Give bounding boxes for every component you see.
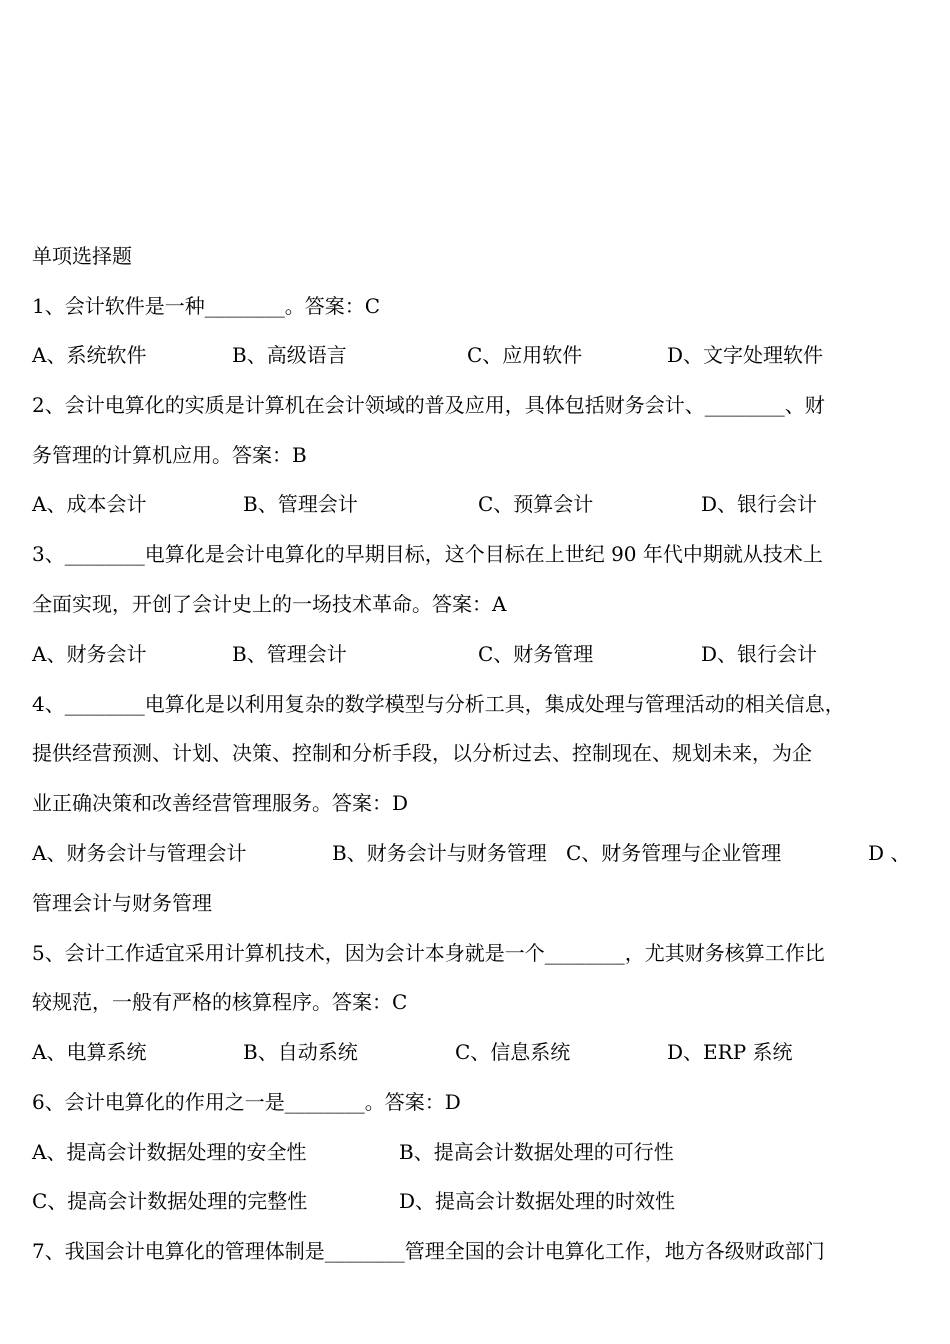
q3-option-c: C、财务管理 — [478, 642, 594, 666]
q6-option-b: B、提高会计数据处理的可行性 — [399, 1140, 674, 1164]
q6-option-d: D、提高会计数据处理的时效性 — [399, 1189, 676, 1213]
q1-option-b: B、高级语言 — [232, 343, 347, 367]
question-2-line-2: 务管理的计算机应用。答案：B — [32, 443, 307, 467]
section-title: 单项选择题 — [32, 244, 132, 268]
q5-option-a: A、电算系统 — [32, 1040, 147, 1064]
question-3-line-1: 3、________电算化是会计电算化的早期目标，这个目标在上世纪 90 年代中期就从技术上 — [32, 542, 823, 566]
q3-option-d: D、银行会计 — [701, 642, 818, 666]
question-3-line-2: 全面实现，开创了会计史上的一场技术革命。答案：A — [32, 592, 507, 616]
q5-option-c: C、信息系统 — [455, 1040, 571, 1064]
q6-option-a: A、提高会计数据处理的安全性 — [32, 1140, 307, 1164]
q1-option-a: A、系统软件 — [32, 343, 147, 367]
question-4-line-3: 业正确决策和改善经营管理服务。答案：D — [32, 791, 409, 815]
question-7-line-1: 7、我国会计电算化的管理体制是________管理全国的会计电算化工作，地方各级财政部门 — [32, 1239, 825, 1263]
q1-option-d: D、文字处理软件 — [667, 343, 824, 367]
q2-option-b: B、管理会计 — [243, 492, 358, 516]
q2-option-d: D、银行会计 — [701, 492, 818, 516]
question-4-line-1: 4、________电算化是以利用复杂的数学模型与分析工具，集成处理与管理活动的相关信息， — [32, 692, 845, 716]
q1-option-c: C、应用软件 — [467, 343, 583, 367]
q2-option-c: C、预算会计 — [478, 492, 594, 516]
q4-option-d-continued: 管理会计与财务管理 — [32, 891, 212, 915]
q2-option-a: A、成本会计 — [32, 492, 147, 516]
question-6-line-1: 6、会计电算化的作用之一是________。答案：D — [32, 1090, 461, 1114]
question-4-line-2: 提供经营预测、计划、决策、控制和分析手段，以分析过去、控制现在、规划未来，为企 — [32, 741, 812, 765]
q3-option-b: B、管理会计 — [232, 642, 347, 666]
q5-option-d: D、ERP 系统 — [667, 1040, 793, 1064]
q4-option-c: C、财务管理与企业管理 — [566, 841, 782, 865]
question-5-line-2: 较规范，一般有严格的核算程序。答案：C — [32, 990, 408, 1014]
q6-option-c: C、提高会计数据处理的完整性 — [32, 1189, 308, 1213]
q4-option-b: B、财务会计与财务管理 — [332, 841, 547, 865]
q4-option-a: A、财务会计与管理会计 — [32, 841, 247, 865]
q3-option-a: A、财务会计 — [32, 642, 147, 666]
question-1-line-1: 1、会计软件是一种________。答案：C — [32, 294, 381, 318]
q4-option-d: D 、 — [868, 841, 911, 865]
question-2-line-1: 2、会计电算化的实质是计算机在会计领域的普及应用，具体包括财务会计、________、财 — [32, 393, 825, 417]
question-5-line-1: 5、会计工作适宜采用计算机技术，因为会计本身就是一个________，尤其财务核算工作比 — [32, 941, 825, 965]
q5-option-b: B、自动系统 — [243, 1040, 358, 1064]
